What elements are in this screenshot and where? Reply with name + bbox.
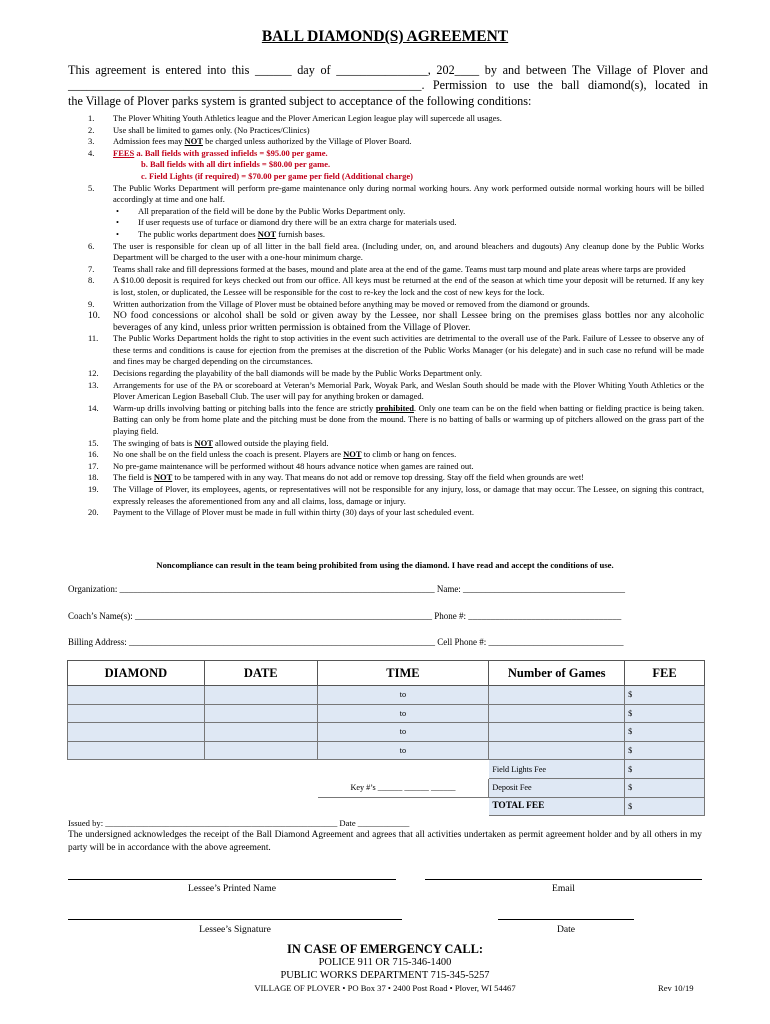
billing-cell-field[interactable]: Billing Address: ____________________________________________________________________ Cell Phone #: ______________________________: [68, 637, 624, 647]
intro-line-2: __________________________________________________________. Permission to use the ball diamond(s), located in: [68, 78, 708, 93]
signature-label: Lessee’s Signature: [199, 924, 271, 935]
term-9: 9. Written authorization from the Village of Plover must be obtained before anything may be moved or removed from the diamond or grounds.: [88, 298, 590, 309]
schedule-table: [67, 660, 705, 816]
games-cell[interactable]: [489, 686, 625, 705]
term-8: 8. A $10.00 deposit is required for keys checked out from our office. All keys must be returned at the end of the season at which time your deposit will be returned. If any key is lost, stolen, or duplicated, the Lessee will be responsible for the cost to re-key the lock and the cost of new keys for the lock.: [88, 275, 704, 297]
table-row: [68, 741, 705, 760]
intro-line-3: the Village of Plover parks system is granted subject to acceptance of the following conditions:: [68, 93, 532, 108]
revision-label: Rev 10/19: [658, 983, 694, 993]
intro-paragraph: [68, 63, 708, 109]
term-10: 10. NO food concessions or alcohol shall be sold or given away by the Lessee, nor shall Lessee bring on the premises glass bottles nor any alcoholic beverages of any kind, unless prior written permission is obtained from the Village of Plover.: [88, 310, 704, 333]
page-title: BALL DIAMOND(S) AGREEMENT: [261, 28, 509, 45]
date-cell[interactable]: [204, 741, 317, 760]
header-time: TIME: [317, 661, 489, 686]
table-header-row: [68, 661, 705, 686]
police-number: POLICE 911 OR 715-346-1400: [318, 957, 452, 968]
organization-name-field[interactable]: Organization: ______________________________________________________________________ Name: ____________________________________: [68, 584, 626, 594]
term-19: 19. The Village of Plover, its employees, agents, or representatives will not be responsible for any injury, loss, or damage that may occur. The Lessee, on signing this contract, expressly releases the aforementioned from any and all claims, loss, damage or injury.: [88, 484, 704, 506]
date-cell[interactable]: [204, 704, 317, 723]
public-works-number: PUBLIC WORKS DEPARTMENT 715-345-5257: [280, 970, 490, 981]
fee-cell[interactable]: $: [625, 704, 705, 723]
date-cell[interactable]: [204, 686, 317, 705]
games-cell[interactable]: [489, 723, 625, 742]
deposit-fee-label: Deposit Fee: [489, 778, 625, 797]
term-15: 15. The swinging of bats is NOT allowed outside the playing field.: [88, 437, 329, 448]
term-5-bullets: [68, 206, 704, 241]
email-label: Email: [552, 883, 575, 894]
terms-list: [68, 113, 704, 519]
email-line[interactable]: [425, 879, 702, 880]
printed-name-label: Lessee’s Printed Name: [188, 883, 276, 894]
time-cell[interactable]: to: [317, 704, 489, 723]
fee-cell[interactable]: $: [625, 723, 705, 742]
term-5: 5. The Public Works Department will perform pre-game maintenance only during normal working hours. Any work performed outside normal working hours will be billed accordingly at time and one half.: [88, 182, 704, 205]
total-fee-cell[interactable]: $: [625, 797, 705, 816]
games-cell[interactable]: [489, 704, 625, 723]
lights-fee-row: [68, 760, 705, 779]
header-games: Number of Games: [489, 661, 625, 686]
term-11: 11. The Public Works Department holds the right to stop activities in the event such activities are detrimental to the overall use of the Park. Failure of Lessee to observe any of these terms and conditions is cause for ejection from the premises at the discretion of the Public Works Manager (or his delegate) and in such case no refund will be made and fines may be charged depending on the circumstances.: [88, 333, 704, 367]
date-label: Date: [556, 924, 576, 935]
term-18: 18. The field is NOT to be tampered with in any way. That means do not add or remove top dressing. Stay off the field when grounds are wet!: [88, 472, 585, 483]
signature-line[interactable]: [68, 919, 402, 920]
term-1: 1. The Plover Whiting Youth Athletics league and the Plover American Legion league play will supercede all usages.: [88, 113, 502, 123]
bullet-item: • If user requests use of turface or diamond dry there will be an extra charge for materials used.: [116, 217, 457, 228]
deposit-fee-row: [68, 778, 705, 797]
header-date: DATE: [204, 661, 317, 686]
games-cell[interactable]: [489, 741, 625, 760]
noncompliance-notice: Noncompliance can result in the team being prohibited from using the diamond. I have read and accept the conditions of use.: [156, 560, 614, 570]
term-20: 20. Payment to the Village of Plover must be made in full within thirty (30) days of your last scheduled event.: [88, 507, 474, 518]
emergency-heading: IN CASE OF EMERGENCY CALL:: [287, 942, 483, 956]
table-row: [68, 704, 705, 723]
table-row: [68, 686, 705, 705]
header-fee: FEE: [625, 661, 705, 686]
date-cell[interactable]: [204, 723, 317, 742]
diamond-cell[interactable]: [68, 741, 205, 760]
deposit-fee-cell[interactable]: $: [625, 778, 705, 797]
term-16: 16. No one shall be on the field unless the coach is present. Players are NOT to climb or hang on fences.: [88, 449, 457, 460]
term-2: 2. Use shall be limited to games only. (No Practices/Clinics): [88, 124, 310, 135]
term-6: 6. The user is responsible for clean up of all litter in the ball field area. (Including under, on, and around bleachers and dugouts) Any cleanup done by the Public Works Department will be charged to the user with a one-hour minimum charge.: [88, 240, 704, 263]
term-3: 3. Admission fees may NOT be charged unless authorized by the Village of Plover Board.: [88, 136, 412, 147]
date-line[interactable]: [498, 919, 634, 920]
bullet-item: • The public works department does NOT furnish bases.: [116, 228, 325, 239]
diamond-cell[interactable]: [68, 686, 205, 705]
total-fee-label: TOTAL FEE: [489, 797, 625, 816]
issued-by-field[interactable]: Issued by: ______________________________________________________ Date ____________: [68, 818, 410, 828]
time-cell[interactable]: to: [317, 723, 489, 742]
time-cell[interactable]: to: [317, 741, 489, 760]
fee-cell[interactable]: $: [625, 686, 705, 705]
term-17: 17. No pre-game maintenance will be performed without 48 hours advance notice when games are rained out.: [88, 460, 474, 471]
field-lights-fee-label: Field Lights Fee: [489, 760, 625, 779]
coach-phone-field[interactable]: Coach’s Name(s): __________________________________________________________________ Phone #: __________________________________: [68, 611, 622, 621]
lights-fee-cell[interactable]: $: [625, 760, 705, 779]
time-cell[interactable]: to: [317, 686, 489, 705]
intro-line-1: This agreement is entered into this ______ day of _______________, 202____ by and between The Village of Plover and: [68, 63, 708, 77]
term-14: 14. Warm-up drills involving batting or pitching balls into the fence are strictly prohibited. Only one team can be on the field when batting or fielding practice is being taken. Batting can only be from home plate and the pitching must be done from the mound. There is no batting of balls or warming up of pitchers allowed on the grass part of the playing field.: [88, 402, 704, 437]
acknowledgement-text: The undersigned acknowledges the receipt of the Ball Diamond Agreement and agrees that all activities undertaken as permit agreement holder and by all others in my party will be in accordance with the above agreement.: [68, 830, 702, 853]
key-numbers-field[interactable]: Key #’s ______ ______ ______: [317, 778, 489, 797]
diamond-cell[interactable]: [68, 723, 205, 742]
fee-cell[interactable]: $: [625, 741, 705, 760]
total-fee-row: [68, 797, 705, 816]
table-row: [68, 723, 705, 742]
header-diamond: DIAMOND: [68, 661, 205, 686]
term-13: 13. Arrangements for use of the PA or scoreboard at Veteran’s Memorial Park, Woyak Park, and Weslan South should be made with the Plover Whiting Youth Athletics or the Plover American Legion Baseball Club. The user will pay for anything broken or damaged.: [88, 379, 704, 402]
term-4-fees: 4. FEES a. Ball fields with grassed infields = $95.00 per game. b. Ball fields with all dirt infields = $80.00 per game. c. Field Lights (if required) = $70.00 per game per field (Additional charge): [88, 147, 413, 181]
diamond-cell[interactable]: [68, 704, 205, 723]
village-address: VILLAGE OF PLOVER • PO Box 37 • 2400 Post Road • Plover, WI 54467: [254, 983, 516, 993]
printed-name-line[interactable]: [68, 879, 396, 880]
term-12: 12. Decisions regarding the playability of the ball diamonds will be made by the Public Works Department only.: [88, 368, 482, 379]
term-7: 7. Teams shall rake and fill depressions formed at the bases, mound and plate area at the end of the game. Teams must tarp mound and plate areas where tarps are provided: [88, 263, 686, 274]
bullet-item: • All preparation of the field will be done by the Public Works Department only.: [116, 205, 406, 216]
